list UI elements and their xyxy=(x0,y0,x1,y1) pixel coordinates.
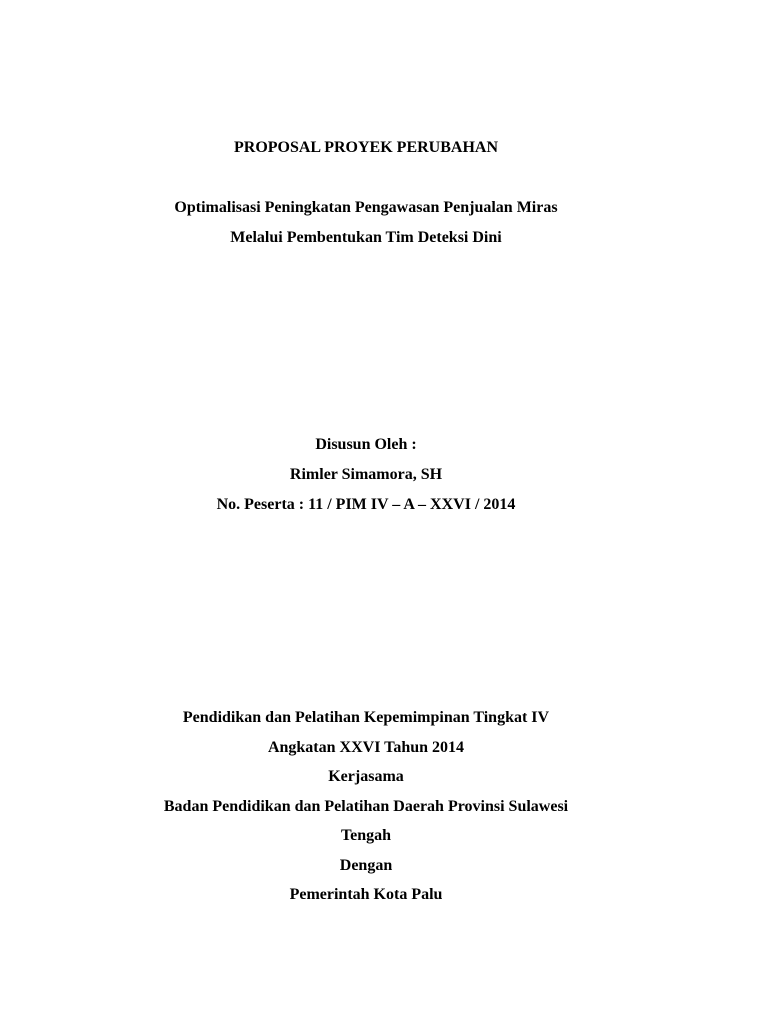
author-name: Rimler Simamora, SH xyxy=(289,466,443,483)
institution-line-5: Tengah xyxy=(340,827,392,844)
institution-line-6: Dengan xyxy=(339,857,393,874)
institution-line-3: Kerjasama xyxy=(328,768,404,785)
institution-line-1: Pendidikan dan Pelatihan Kepemimpinan Tingkat IV xyxy=(182,709,550,726)
subtitle-line-2: Melalui Pembentukan Tim Deteksi Dini xyxy=(230,229,502,246)
participant-number: No. Peserta : 11 / PIM IV – A – XXVI / 2014 xyxy=(216,496,516,513)
prepared-by-label: Disusun Oleh : xyxy=(315,436,417,453)
institution-line-2: Angkatan XXVI Tahun 2014 xyxy=(267,739,465,756)
institution-line-7: Pemerintah Kota Palu xyxy=(289,886,443,903)
subtitle-line-1: Optimalisasi Peningkatan Pengawasan Penjualan Miras xyxy=(174,199,558,216)
institution-line-4: Badan Pendidikan dan Pelatihan Daerah Provinsi Sulawesi xyxy=(163,798,569,815)
document-title: PROPOSAL PROYEK PERUBAHAN xyxy=(233,139,498,156)
